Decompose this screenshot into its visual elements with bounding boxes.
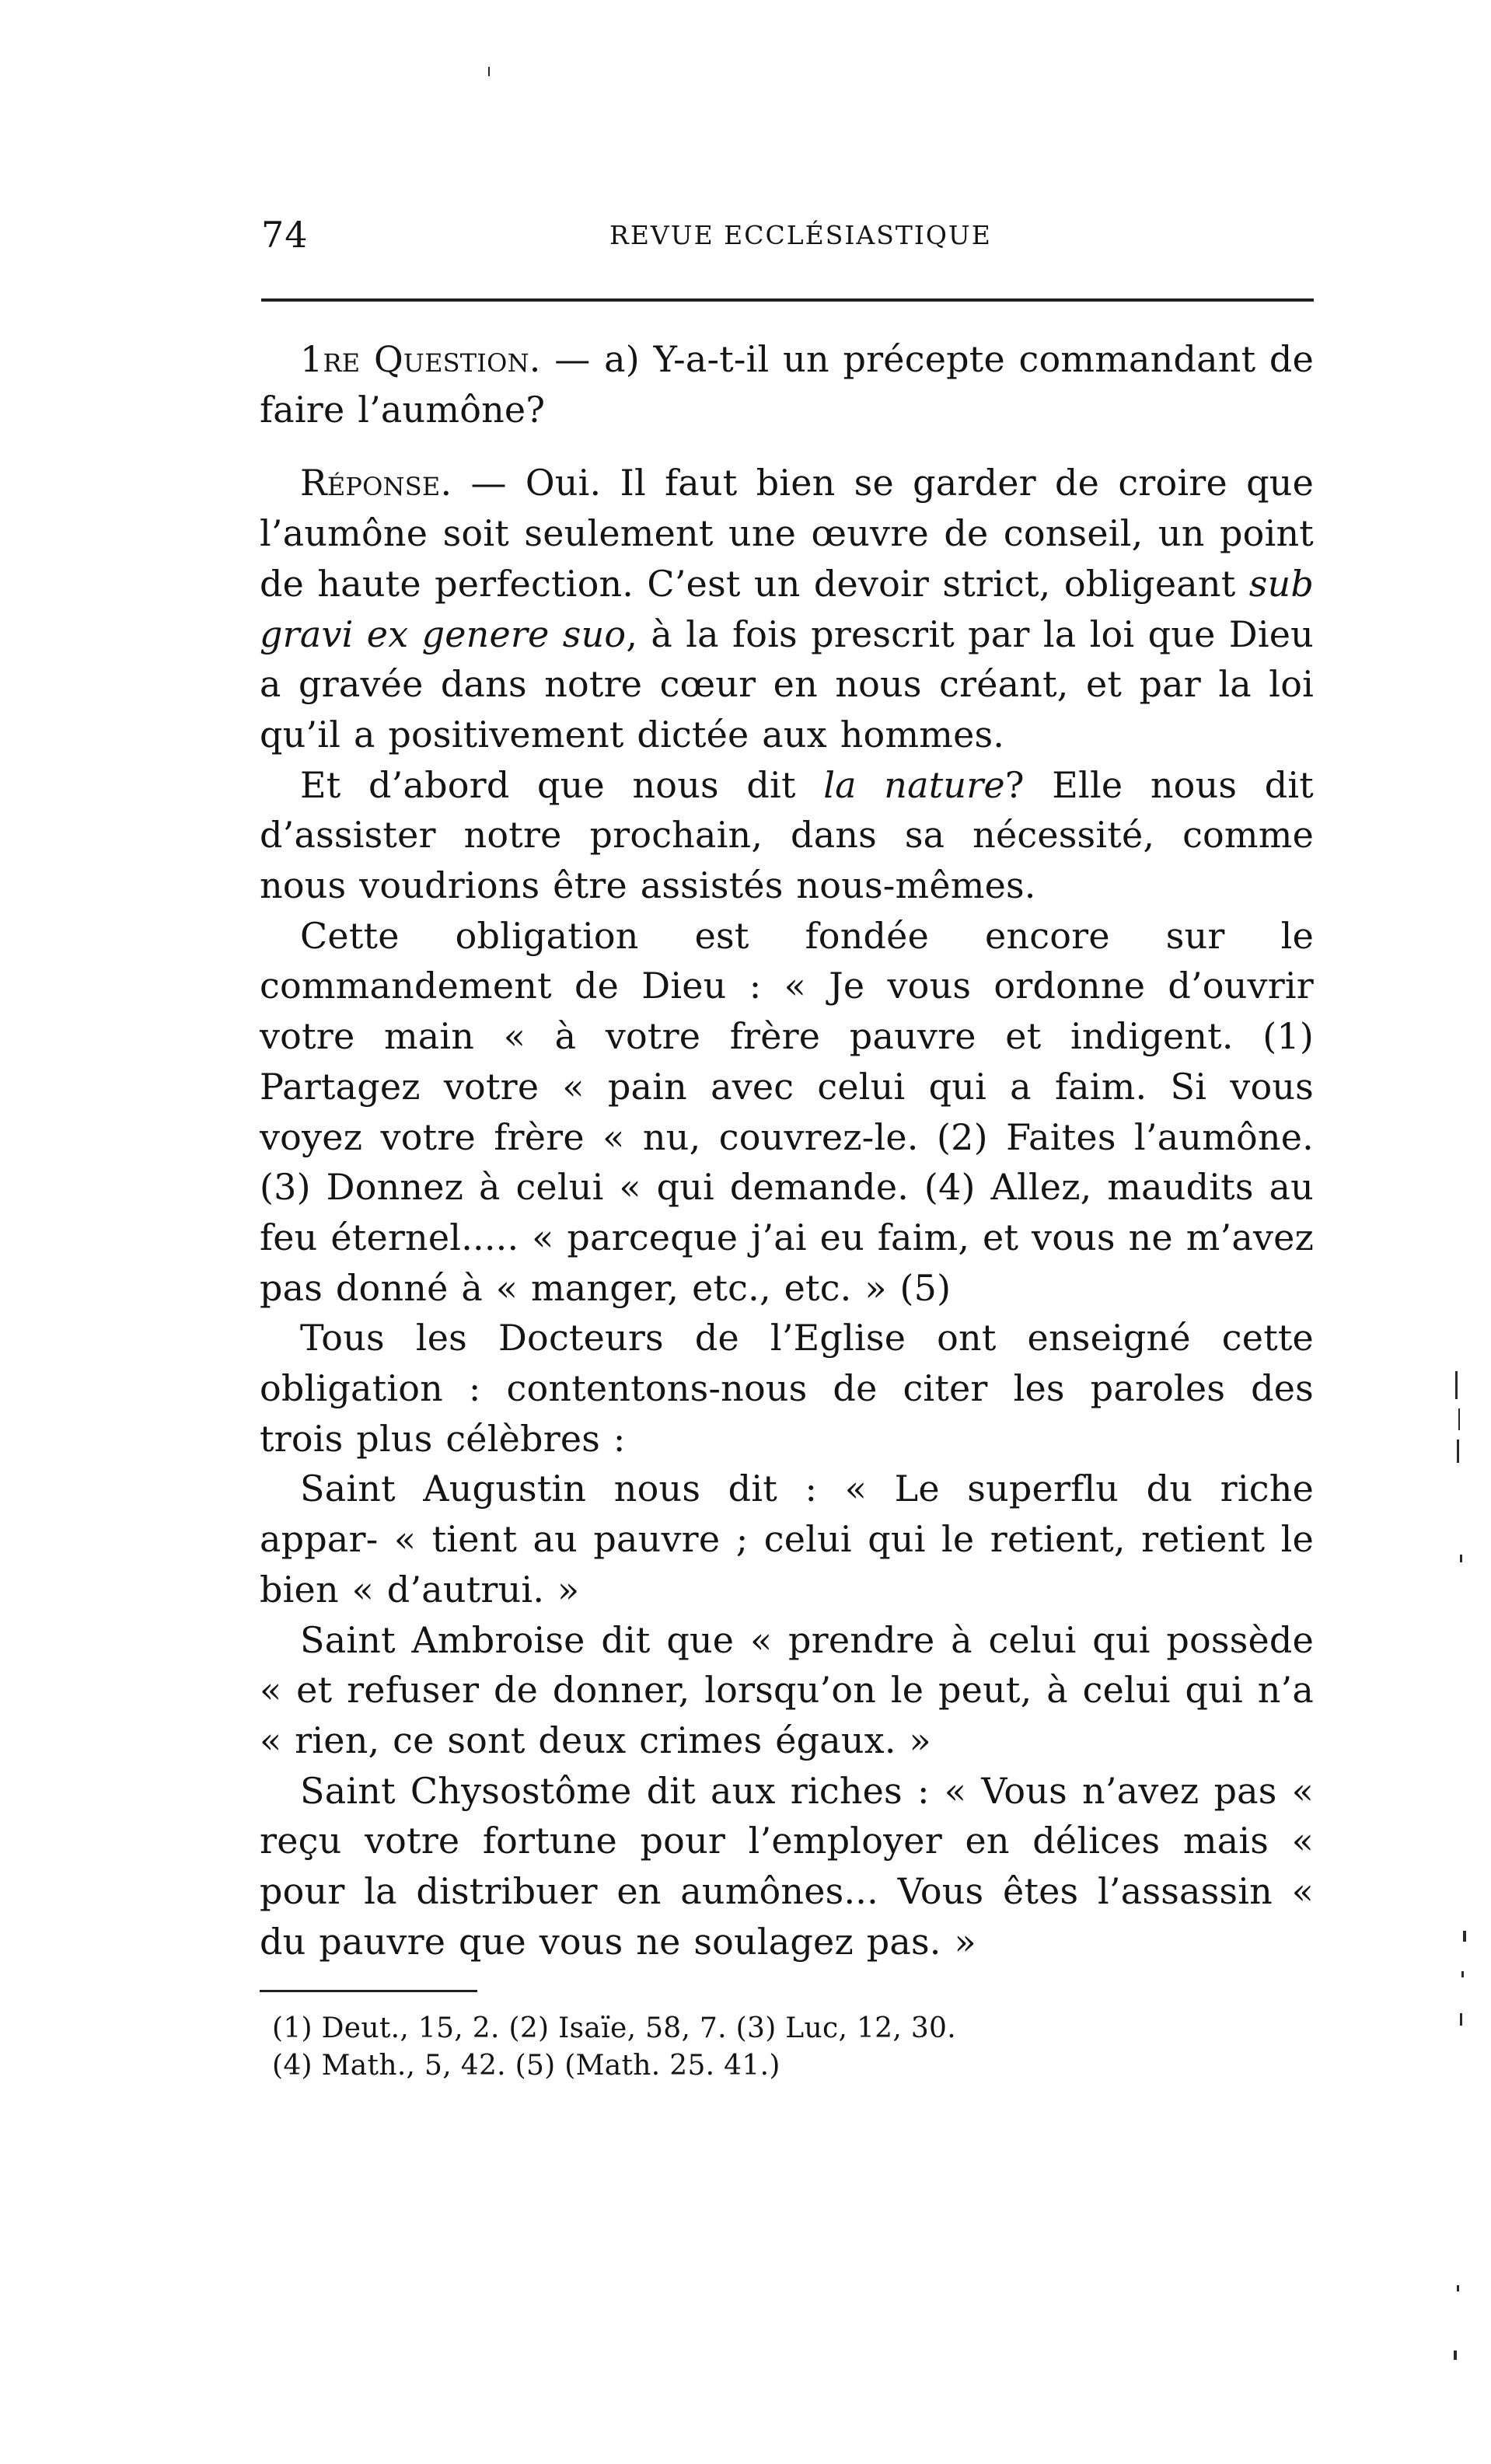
nature-text-2: ? Elle nous dit d’assister notre prochain, dans sa nécessité, comme nous voudrions être assistés nous-mêmes.	[260, 763, 1314, 907]
chrysostome-paragraph: Saint Chysostôme dit aux riches : « Vous n’avez pas « reçu votre fortune pour l’employer en délices mais « pour la distribuer en aumônes... Vous êtes l’assassin « du pauvre que vous ne soulagez pas. »	[260, 1769, 1314, 1963]
response-paragraph	[260, 458, 1314, 759]
body-text	[260, 334, 1314, 1967]
header-rule	[261, 298, 1314, 302]
question-paragraph	[260, 334, 1314, 435]
response-text-1: — Oui. Il faut bien se garder de croire que l’aumône soit seulement une œuvre de conseil, un point de haute perfection. C’est un devoir strict, obligeant	[260, 462, 1314, 605]
question-label: 1re Question.	[300, 338, 541, 380]
scan-speck	[1463, 1931, 1466, 1942]
scan-speck	[1460, 1555, 1462, 1562]
footnote-rule	[260, 1990, 477, 1992]
nature-text-1: Et d’abord que nous dit	[300, 763, 824, 806]
scan-speck	[1457, 1440, 1459, 1463]
obligation-paragraph: Cette obligation est fondée encore sur le commandement de Dieu : « Je vous ordonne d’ouvrir votre main « à votre frère pauvre et indigent. (1) Partagez votre « pain avec celui qui a faim. Si vous voyez votre frère « nu, couvrez-le. (2) Faites l’aumône. (3) Donnez à celui « qui demande. (4) Allez, maudits au feu éternel..... « parceque j’ai eu faim, et vous ne m’avez pas donné à « manger, etc., etc. » (5)	[260, 914, 1314, 1309]
scan-speck	[1458, 1408, 1460, 1430]
footnotes	[272, 2010, 1205, 2085]
footnote-line-2: (4) Math., 5, 42. (5) (Math. 25. 41.)	[272, 2050, 780, 2082]
response-latin: sub gravi ex genere suo	[260, 562, 1314, 655]
nature-paragraph	[260, 760, 1314, 911]
question-text: — a) Y-a-t-il un précepte commandant de faire l’aumône?	[260, 338, 1315, 431]
scan-speck	[1457, 2285, 1459, 2291]
nature-italic: la nature	[823, 763, 1005, 806]
scan-speck	[1461, 1971, 1464, 1977]
footnote-line-1: (1) Deut., 15, 2. (2) Isaïe, 58, 7. (3) Luc, 12, 30.	[272, 2012, 956, 2044]
scan-speck	[1454, 2351, 1457, 2360]
scan-speck	[1460, 2013, 1462, 2026]
doctors-paragraph: Tous les Docteurs de l’Eglise ont enseigné cette obligation : contentons-nous de citer les paroles des trois plus célèbres :	[260, 1317, 1314, 1460]
response-text-2: , à la fois prescrit par la loi que Dieu a gravée dans notre cœur en nous créant, et par la loi qu’il a positivement dictée aux hommes.	[260, 613, 1314, 756]
response-label: Réponse.	[300, 462, 452, 504]
scan-speck	[488, 67, 490, 76]
running-title: REVUE ECCLÉSIASTIQUE	[609, 220, 992, 250]
augustin-paragraph: Saint Augustin nous dit : « Le superflu du riche appar- « tient au pauvre ; celui qui le retient, retient le bien « d’autrui. »	[260, 1468, 1314, 1611]
page-number: 74	[261, 214, 309, 256]
ambroise-paragraph: Saint Ambroise dit que « prendre à celui qui possède « et refuser de donner, lorsqu’on le peut, à celui qui n’a « rien, ce sont deux crimes égaux. »	[260, 1618, 1314, 1761]
scan-speck	[1455, 1371, 1458, 1399]
